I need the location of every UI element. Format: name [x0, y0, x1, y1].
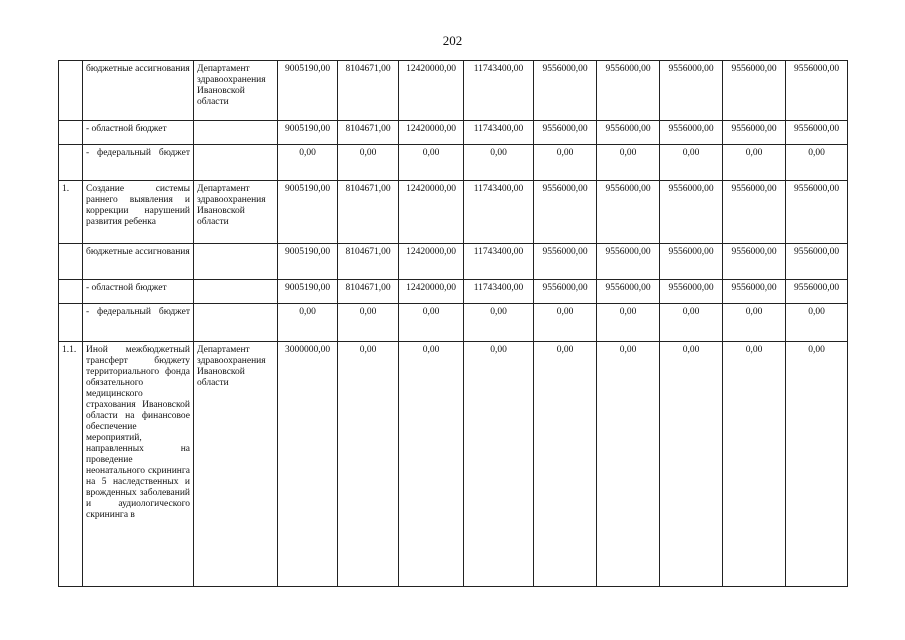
- table-row: [59, 342, 848, 587]
- value-cell: 0,00: [534, 342, 597, 587]
- table-row: [59, 181, 848, 244]
- value-cell: 9556000,00: [786, 181, 848, 244]
- table-row: [59, 280, 848, 304]
- value-cell: 9556000,00: [534, 244, 597, 280]
- table-row: [59, 61, 848, 121]
- value-cell: 9556000,00: [534, 121, 597, 145]
- value-cell: 11743400,00: [464, 121, 534, 145]
- value-cell: 9556000,00: [723, 181, 786, 244]
- value-cell: 12420000,00: [399, 280, 464, 304]
- row-name: - федеральный бюджет: [83, 145, 194, 181]
- value-cell: 9556000,00: [534, 181, 597, 244]
- table-row: [59, 244, 848, 280]
- row-name: - областной бюджет: [83, 121, 194, 145]
- row-name: - федеральный бюджет: [83, 304, 194, 342]
- value-cell: 9005190,00: [278, 121, 338, 145]
- value-cell: 0,00: [660, 145, 723, 181]
- value-cell: 9556000,00: [597, 61, 660, 121]
- row-name: бюджетные ассигнования: [83, 244, 194, 280]
- value-cell: 0,00: [597, 304, 660, 342]
- value-cell: 9556000,00: [597, 121, 660, 145]
- value-cell: 12420000,00: [399, 181, 464, 244]
- row-number: [59, 145, 83, 181]
- row-department: [194, 121, 278, 145]
- row-name: Создание системы раннего выявления и коррекции нарушений развития ребенка: [83, 181, 194, 244]
- value-cell: 11743400,00: [464, 280, 534, 304]
- value-cell: 9556000,00: [723, 61, 786, 121]
- value-cell: 0,00: [338, 304, 399, 342]
- value-cell: 9556000,00: [786, 280, 848, 304]
- value-cell: 9556000,00: [597, 181, 660, 244]
- value-cell: 0,00: [786, 304, 848, 342]
- table-row: [59, 121, 848, 145]
- value-cell: 9005190,00: [278, 61, 338, 121]
- value-cell: 9556000,00: [786, 244, 848, 280]
- row-name: - областной бюджет: [83, 280, 194, 304]
- value-cell: 9556000,00: [534, 61, 597, 121]
- row-number: [59, 304, 83, 342]
- value-cell: 9556000,00: [534, 280, 597, 304]
- row-number: 1.1.: [59, 342, 83, 587]
- value-cell: 9556000,00: [786, 61, 848, 121]
- value-cell: 11743400,00: [464, 181, 534, 244]
- value-cell: 9556000,00: [660, 121, 723, 145]
- value-cell: 9556000,00: [723, 280, 786, 304]
- row-number: [59, 121, 83, 145]
- value-cell: 9556000,00: [723, 121, 786, 145]
- value-cell: 0,00: [399, 145, 464, 181]
- value-cell: 11743400,00: [464, 61, 534, 121]
- value-cell: 12420000,00: [399, 121, 464, 145]
- value-cell: 8104671,00: [338, 121, 399, 145]
- row-department: [194, 145, 278, 181]
- value-cell: 0,00: [338, 342, 399, 587]
- value-cell: 0,00: [399, 304, 464, 342]
- row-department: [194, 280, 278, 304]
- value-cell: 9556000,00: [786, 121, 848, 145]
- value-cell: 11743400,00: [464, 244, 534, 280]
- value-cell: 0,00: [399, 342, 464, 587]
- value-cell: 0,00: [723, 342, 786, 587]
- row-department: [194, 304, 278, 342]
- table-row: [59, 304, 848, 342]
- value-cell: 0,00: [464, 145, 534, 181]
- row-name: бюджетные ассигнования: [83, 61, 194, 121]
- value-cell: 0,00: [786, 145, 848, 181]
- row-department: [194, 244, 278, 280]
- row-department: Департамент здравоохранения Ивановской области: [194, 181, 278, 244]
- value-cell: 0,00: [534, 145, 597, 181]
- value-cell: 0,00: [278, 145, 338, 181]
- value-cell: 0,00: [723, 145, 786, 181]
- value-cell: 0,00: [660, 342, 723, 587]
- value-cell: 9005190,00: [278, 181, 338, 244]
- value-cell: 0,00: [723, 304, 786, 342]
- budget-table: [58, 60, 848, 587]
- value-cell: 9005190,00: [278, 244, 338, 280]
- row-number: [59, 280, 83, 304]
- value-cell: 9005190,00: [278, 280, 338, 304]
- row-number: [59, 244, 83, 280]
- value-cell: 9556000,00: [660, 244, 723, 280]
- value-cell: 12420000,00: [399, 244, 464, 280]
- row-number: 1.: [59, 181, 83, 244]
- value-cell: 0,00: [534, 304, 597, 342]
- row-department: Департамент здравоохранения Ивановской области: [194, 61, 278, 121]
- page-number: 202: [442, 33, 463, 48]
- value-cell: 0,00: [338, 145, 399, 181]
- value-cell: 8104671,00: [338, 61, 399, 121]
- value-cell: 8104671,00: [338, 181, 399, 244]
- value-cell: 9556000,00: [597, 280, 660, 304]
- table-row: [59, 145, 848, 181]
- row-department: Департамент здравоохранения Ивановской области: [194, 342, 278, 587]
- value-cell: 0,00: [786, 342, 848, 587]
- value-cell: 0,00: [278, 304, 338, 342]
- row-name: Иной межбюджетный трансферт бюджету территориального фонда обязательного медицинского страхования Ивановской области на финансовое обеспечение мероприятий, направленных на проведение неонатального скрининга на 5 наследственных и врожденных заболеваний и аудиологического скрининга в: [83, 342, 194, 587]
- value-cell: 8104671,00: [338, 280, 399, 304]
- value-cell: 0,00: [597, 145, 660, 181]
- value-cell: 9556000,00: [660, 280, 723, 304]
- value-cell: 8104671,00: [338, 244, 399, 280]
- value-cell: 9556000,00: [660, 61, 723, 121]
- value-cell: 0,00: [660, 304, 723, 342]
- value-cell: 9556000,00: [723, 244, 786, 280]
- value-cell: 0,00: [464, 304, 534, 342]
- value-cell: 12420000,00: [399, 61, 464, 121]
- value-cell: 9556000,00: [660, 181, 723, 244]
- value-cell: 0,00: [464, 342, 534, 587]
- value-cell: 3000000,00: [278, 342, 338, 587]
- row-number: [59, 61, 83, 121]
- value-cell: 9556000,00: [597, 244, 660, 280]
- value-cell: 0,00: [597, 342, 660, 587]
